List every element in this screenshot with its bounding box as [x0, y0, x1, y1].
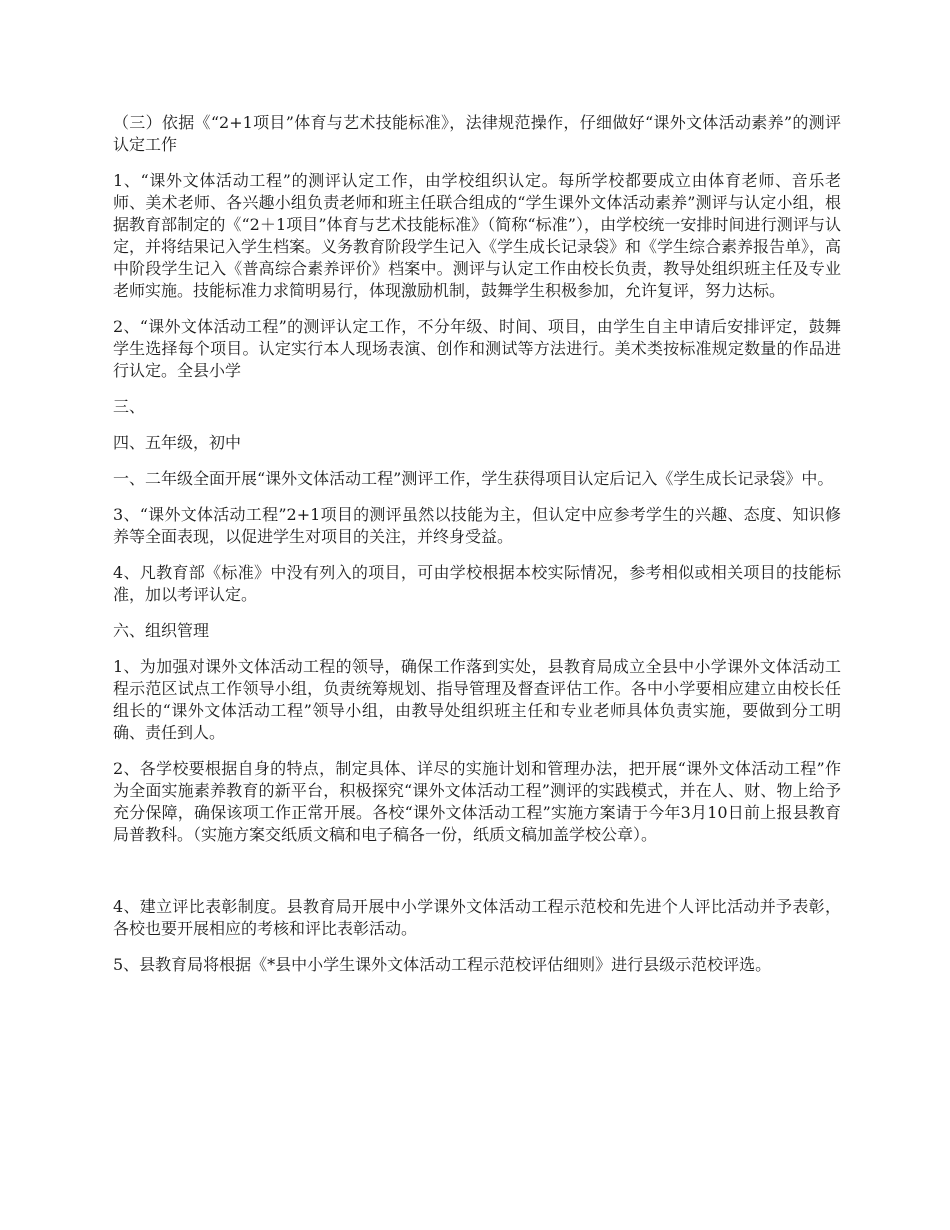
paragraph-item-2: 2、“课外文体活动工程”的测评认定工作，不分年级、时间、项目，由学生自主申请后安排评定，鼓舞学生选择每个项目。认定实行本人现场表演、创作和测试等方法进行。美术类按标准规定数量的作品进行认定。全县小学: [113, 317, 841, 380]
blank-paragraph: [113, 860, 841, 882]
paragraph-org-1: 1、为加强对课外文体活动工程的领导，确保工作落到实处，县教育局成立全县中小学课外文体活动工程示范区试点工作领导小组，负责统筹规划、指导管理及督查评估工作。各中小学要相应建立由校长任组长的“课外文体活动工程”领导小组，由教导处组织班主任和专业老师具体负责实施，要做到分工明确、责任到人。: [113, 657, 841, 742]
heading-section-3: （三）依据《“2+1项目”体育与艺术技能标准》，法律规范操作，仔细做好“课外文体活动素养”的测评认定工作: [113, 113, 841, 154]
paragraph-item-1: 1、“课外文体活动工程”的测评认定工作，由学校组织认定。每所学校都要成立由体育老师、音乐老师、美术老师、各兴趣小组负责老师和班主任联合组成的“学生课外文体活动素养”测评与认定小组，根据教育部制定的《“2＋1项目”体育与艺术技能标准》（简称“标准”），由学校统一安排时间进行测评与认定，并将结果记入学生档案。义务教育阶段学生记入《学生成长记录袋》和《学生综合素养报告单》，高中阶段学生记入《普高综合素养评价》档案中。测评与认定工作由校长负责，教导处组织班主任及专业老师实施。技能标准力求简明易行，体现激励机制，鼓舞学生积极参加，允许复评，努力达标。: [113, 171, 842, 300]
paragraph-org-4: 4、建立评比表彰制度。县教育局开展中小学课外文体活动工程示范校和先进个人评比活动并予表彰，各校也要开展相应的考核和评比表彰活动。: [113, 897, 841, 938]
paragraph-item-3: 3、“课外文体活动工程”2+1项目的测评虽然以技能为主，但认定中应参考学生的兴趣、态度、知识修养等全面表现，以促进学生对项目的关注，并终身受益。: [113, 505, 841, 546]
paragraph-org-5: 5、县教育局将根据《*县中小学生课外文体活动工程示范校评估细则》进行县级示范校评选。: [113, 955, 772, 974]
paragraph-fragment-3: 三、: [113, 397, 146, 416]
paragraph-fragment-4: 四、五年级，初中: [113, 433, 242, 452]
paragraph-grades: 一、二年级全面开展“课外文体活动工程”测评工作，学生获得项目认定后记入《学生成长记录袋》中。: [113, 469, 834, 488]
heading-organization: 六、组织管理: [113, 621, 210, 640]
document-body: [113, 112, 841, 990]
paragraph-org-2: 2、各学校要根据自身的特点，制定具体、详尽的实施计划和管理办法，把开展“课外文体活动工程”作为全面实施素养教育的新平台，积极探究“课外文体活动工程”测评的实践模式，并在人、财、物上给予充分保障，确保该项工作正常开展。各校“课外文体活动工程”实施方案请于今年3月10日前上报县教育局普教科。（实施方案交纸质文稿和电子稿各一份，纸质文稿加盖学校公章）。: [113, 759, 841, 844]
paragraph-item-4: 4、凡教育部《标准》中没有列入的项目，可由学校根据本校实际情况，参考相似或相关项目的技能标准，加以考评认定。: [113, 563, 841, 604]
